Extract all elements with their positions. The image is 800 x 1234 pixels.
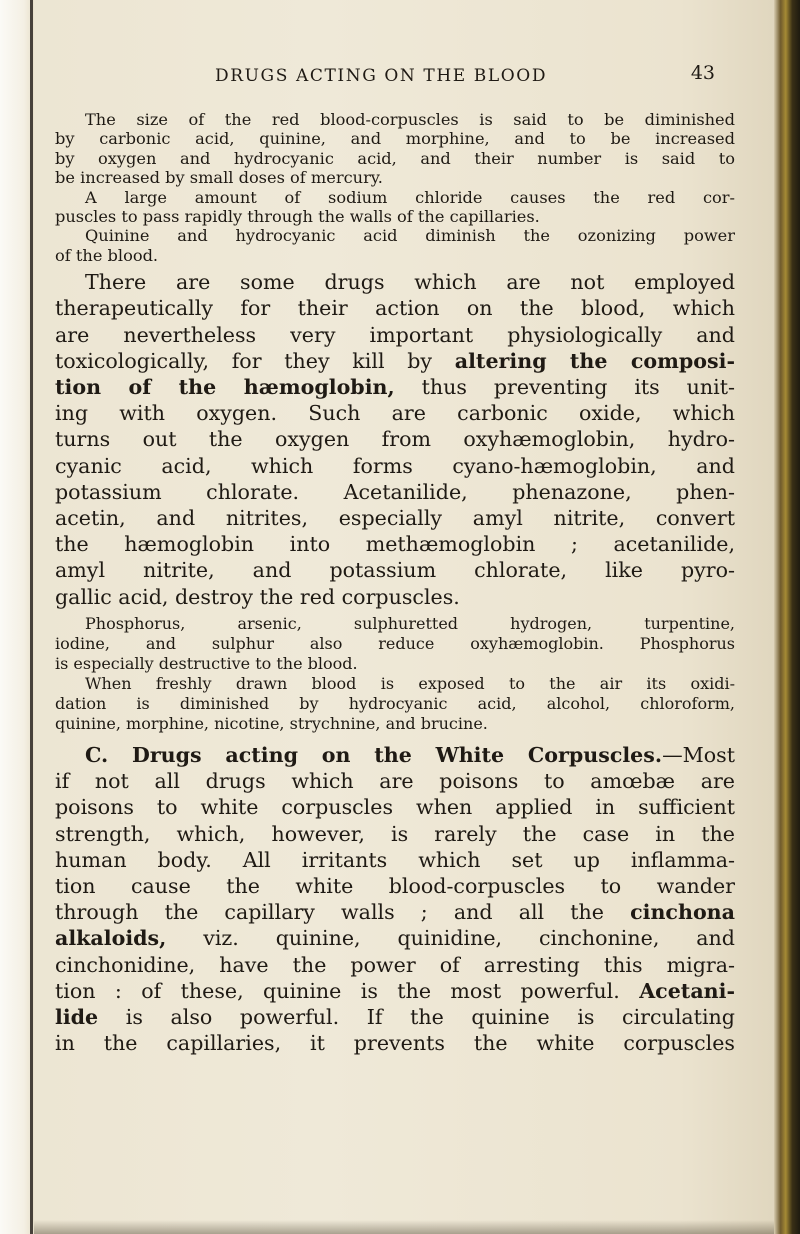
text-line: cyanic acid, which forms cyano-hæmoglobin, and	[55, 453, 735, 478]
paragraph-oxidation	[55, 674, 735, 734]
text-line: Quinine and hydrocyanic acid diminish the ozonizing power	[85, 226, 735, 246]
section-white-corpuscles	[55, 742, 735, 1056]
text-line: quinine, morphine, nicotine, strychnine, and brucine.	[55, 713, 488, 733]
text-line: dation is diminished by hydrocyanic acid, alcohol, chloroform,	[55, 693, 735, 713]
bold-phrase: Acetani-	[639, 978, 735, 1003]
text-span: viz. quinine, quinidine, cinchonine, and	[203, 926, 735, 951]
left-margin-strip	[0, 0, 34, 1234]
bold-phrase: tion of the hæmoglobin,	[55, 375, 395, 400]
text-line: A large amount of sodium chloride causes the red cor-	[85, 187, 735, 207]
section-heading: C. Drugs acting on the White Corpuscles.	[85, 742, 663, 767]
page-header	[215, 60, 715, 94]
text-line: be increased by small doses of mercury.	[55, 168, 383, 188]
text-line: by carbonic acid, quinine, and morphine, and to be increased	[55, 129, 735, 149]
text-line: turns out the oxygen from oxyhæmoglobin, hydro-	[55, 427, 735, 452]
bold-phrase: alkaloids,	[55, 926, 167, 951]
paragraph-haemoglobin-drugs	[55, 269, 735, 610]
text-line	[55, 1004, 735, 1030]
text-line: if not all drugs which are poisons to amœbæ are	[55, 769, 735, 794]
bold-phrase: altering the composi-	[454, 348, 735, 373]
bold-phrase: lide	[55, 1004, 99, 1029]
text-line: of the blood.	[55, 245, 159, 265]
text-line: puscles to pass rapidly through the walls of the capillaries.	[55, 207, 540, 227]
page-body	[55, 110, 735, 1056]
text-span: toxicologically, for they kill by	[55, 348, 433, 373]
text-line: cinchonidine, have the power of arresting this migra-	[55, 952, 735, 977]
text-line	[55, 925, 735, 951]
text-line: iodine, and sulphur also reduce oxyhæmoglobin. Phosphorus	[55, 633, 735, 653]
text-line	[55, 899, 735, 925]
text-line: When freshly drawn blood is exposed to the air its oxidi-	[85, 673, 735, 693]
paragraph-corpuscle-size	[55, 110, 735, 188]
text-line: therapeutically for their action on the blood, which	[55, 296, 735, 321]
text-line: ing with oxygen. Such are carbonic oxide, which	[55, 401, 735, 426]
text-line: potassium chlorate. Acetanilide, phenazone, phen-	[55, 479, 735, 504]
text-line: are nevertheless very important physiologically and	[55, 322, 735, 347]
text-line: strength, which, however, is rarely the case in the	[55, 821, 735, 846]
paragraph-sodium-chloride	[55, 188, 735, 227]
text-line: poisons to white corpuscles when applied in sufficient	[55, 795, 735, 820]
page-number: 43	[690, 62, 715, 84]
text-span: through the capillary walls ; and all the	[55, 900, 604, 925]
text-line: tion cause the white blood-corpuscles to wander	[55, 873, 735, 898]
text-line: by oxygen and hydrocyanic acid, and their number is said to	[55, 148, 735, 168]
text-line	[55, 742, 735, 768]
book-binding-edge	[774, 0, 800, 1234]
bold-phrase: cinchona	[630, 900, 735, 925]
text-line: The size of the red blood-corpuscles is said to be diminished	[85, 110, 735, 129]
text-line: in the capillaries, it prevents the white corpuscles	[55, 1031, 735, 1056]
text-span: tion : of these, quinine is the most powerful.	[55, 978, 620, 1003]
text-span: —Most	[662, 742, 735, 767]
text-span: is also powerful. If the quinine is circulating	[125, 1004, 735, 1029]
text-line: amyl nitrite, and potassium chlorate, like pyro-	[55, 558, 735, 583]
left-margin-rule	[30, 0, 33, 1234]
text-line: There are some drugs which are not employed	[85, 270, 735, 295]
text-line	[55, 374, 735, 400]
running-head: DRUGS ACTING ON THE BLOOD	[215, 66, 548, 86]
text-line: Phosphorus, arsenic, sulphuretted hydrogen, turpentine,	[85, 613, 735, 633]
paragraph-phosphorus	[55, 614, 735, 674]
text-line	[55, 978, 735, 1004]
text-span: thus preventing its unit-	[421, 375, 735, 400]
text-line: acetin, and nitrites, especially amyl nitrite, convert	[55, 506, 735, 531]
text-line: is especially destructive to the blood.	[55, 653, 358, 673]
text-line: gallic acid, destroy the red corpuscles.	[55, 584, 460, 609]
text-line	[55, 348, 735, 374]
text-line: human body. All irritants which set up inflamma-	[55, 847, 735, 872]
text-line: the hæmoglobin into methæmoglobin ; acetanilide,	[55, 532, 735, 557]
bottom-page-shadow	[34, 1220, 774, 1234]
paragraph-ozonizing-power	[55, 226, 735, 265]
